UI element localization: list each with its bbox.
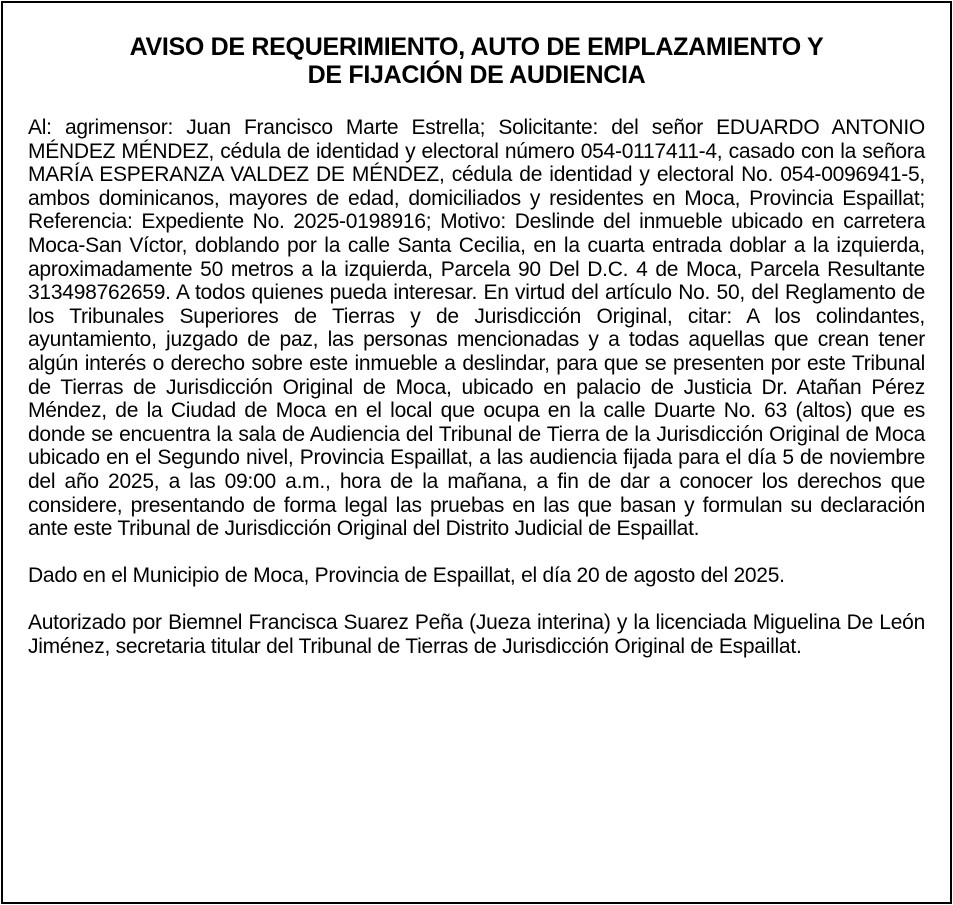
notice-title-line-1: AVISO DE REQUERIMIENTO, AUTO DE EMPLAZAMIENTO Y: [129, 33, 824, 61]
notice-paragraph-main: Al: agrimensor: Juan Francisco Marte Estrella; Solicitante: del señor EDUARDO ANTONIO MÉNDEZ MÉNDEZ, cédula de identidad y electoral número 054-0117411-4, casado con la señora MARÍA ESPERANZA VALDEZ DE MÉNDEZ, cédula de identidad y electoral No. 054-0096941-5, ambos dominicanos, mayores de edad, domiciliados y residentes en Moca, Provincia Espaillat; Referencia: Expediente No. 2025-0198916; Motivo: Deslinde del inmueble ubicado en carretera Moca-San Víctor, doblando por la calle Santa Cecilia, en la cuarta entrada doblar a la izquierda, aproximadamente 50 metros a la izquierda, Parcela 90 Del D.C. 4 de Moca, Parcela Resultante 313498762659. A todos quienes pueda interesar. En virtud del artículo No. 50, del Reglamento de los Tribunales Superiores de Tierras y de Jurisdicción Original, citar: A los colindantes, ayuntamiento, juzgado de paz, las personas mencionadas y a todas aquellas que crean tener algún interés o derecho sobre este inmueble a deslindar, para que se presenten por este Tribunal de Tierras de Jurisdicción Original de Moca, ubicado en palacio de Justicia Dr. Atañan Pérez Méndez, de la Ciudad de Moca en el local que ocupa en la calle Duarte No. 63 (altos) que es donde se encuentra la sala de Audiencia del Tribunal de Tierra de la Jurisdicción Original de Moca ubicado en el Segundo nivel, Provincia Espaillat, a las audiencia fijada para el día 5 de noviembre del año 2025, a las 09:00 a.m., hora de la mañana, a fin de dar a conocer los derechos que considere, presentando de forma legal las pruebas en las que basan y formulan su declaración ante este Tribunal de Jurisdicción Original del Distrito Judicial de Espaillat.: [28, 116, 925, 541]
notice-body: [28, 116, 925, 658]
notice-paragraph-authorized: Autorizado por Biemnel Francisca Suarez Peña (Jueza interina) y la licenciada Miguelina De León Jiménez, secretaria titular del Tribunal de Tierras de Jurisdicción Original de Espaillat.: [28, 611, 925, 658]
notice-title: [43, 33, 910, 89]
notice-paragraph-dated: Dado en el Municipio de Moca, Provincia de Espaillat, el día 20 de agosto del 2025.: [28, 563, 785, 587]
legal-notice: [1, 1, 952, 904]
notice-title-line-2: DE FIJACIÓN DE AUDIENCIA: [307, 61, 646, 89]
